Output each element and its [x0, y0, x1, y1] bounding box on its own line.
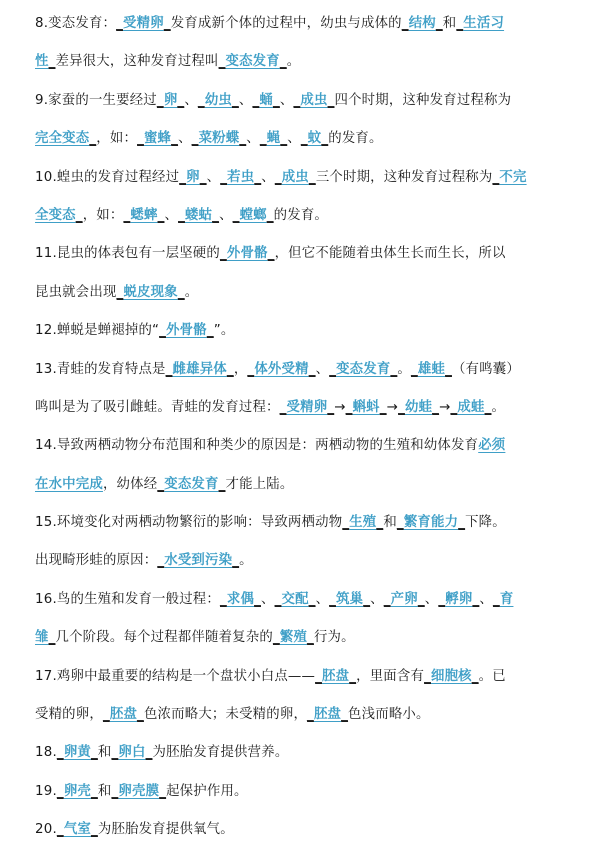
question-text: 。	[397, 361, 411, 377]
blank-underline: _	[327, 92, 335, 108]
question-text: 、	[287, 131, 301, 147]
blank-underline: _	[156, 92, 164, 108]
answer-text: 气室	[63, 822, 91, 838]
blank-underline: _	[254, 591, 261, 607]
text-line	[35, 360, 566, 379]
answer-text: 卵壳膜	[118, 783, 160, 799]
question-text: 和	[97, 783, 112, 799]
blank-underline: _	[232, 553, 240, 569]
answer-text: 生活习	[463, 16, 505, 31]
blank-underline: _	[179, 169, 187, 185]
answer-text: 卵壳	[63, 783, 91, 799]
blank-underline: _	[137, 131, 144, 147]
question-text: 、	[219, 207, 233, 223]
answer-text: 蜜蜂	[143, 131, 172, 147]
answer-text: 幼蛙	[404, 399, 433, 415]
answer-text: 蛹	[259, 92, 273, 108]
question-text: 16.鸟的生殖和发育一般过程：	[35, 591, 220, 607]
blank-underline: _	[232, 92, 239, 108]
blank-underline: _	[307, 630, 314, 646]
blank-underline: _	[220, 169, 228, 185]
blank-underline: _	[266, 207, 274, 223]
question-text: ，如：	[82, 207, 124, 223]
question-text: （有鸣囊）	[451, 361, 520, 377]
question-text: 18.	[35, 745, 57, 761]
answer-text: 成蛙	[457, 399, 485, 415]
answer-text: 求偶	[226, 591, 255, 607]
blank-underline: _	[218, 476, 226, 492]
answer-text: 孵卵	[445, 591, 473, 607]
question-text: 。	[239, 553, 253, 569]
question-text: ，幼体经	[102, 476, 158, 492]
blank-underline: _	[226, 361, 234, 377]
text-line	[35, 590, 566, 609]
blank-underline: _	[435, 16, 443, 31]
question-text: 。	[491, 399, 506, 415]
blank-underline: _	[75, 207, 83, 223]
question-text: 、	[246, 131, 260, 147]
question-text: 12.蝉蜕是蝉褪掉的“	[35, 323, 160, 339]
blank-underline: _	[279, 399, 287, 415]
question-text: 和	[383, 515, 397, 531]
question-text: 、	[315, 591, 330, 607]
question-text: 昆虫就会出现	[35, 284, 117, 300]
question-text: 几个阶段。每个过程都伴随着复杂的	[55, 630, 273, 646]
blank-underline: _	[163, 16, 171, 31]
blank-underline: _	[379, 399, 387, 415]
blank-underline: _	[376, 515, 384, 531]
question-text: 。已	[478, 668, 506, 684]
question-text: 、	[184, 92, 198, 108]
blank-underline: _	[280, 131, 288, 147]
answer-text: 雄蛙	[417, 361, 446, 377]
answer-text: 受精卵	[286, 399, 328, 415]
question-text: 差异很大，这种发育过程叫	[55, 54, 219, 70]
blank-underline: _	[89, 131, 97, 147]
question-text: ”。	[213, 323, 235, 339]
blank-underline: _	[492, 169, 500, 185]
question-text: 、	[206, 169, 221, 185]
question-text: 出现畸形蛙的原因：	[35, 553, 158, 569]
text-line	[35, 782, 566, 801]
blank-underline: _	[492, 591, 500, 607]
blank-underline: _	[218, 54, 226, 70]
blank-underline: _	[345, 399, 353, 415]
text-line	[35, 14, 566, 33]
blank-underline: _	[116, 16, 124, 31]
blank-underline: _	[232, 207, 240, 223]
answer-text: 全变态	[35, 207, 76, 223]
question-text: 10.蝗虫的发育过程经过	[35, 169, 180, 185]
answer-text: 完全变态	[35, 131, 90, 147]
blank-underline: _	[259, 131, 267, 147]
blank-underline: _	[458, 515, 466, 531]
question-text: ，	[233, 361, 248, 377]
answer-text: 筑巢	[336, 591, 364, 607]
blank-underline: _	[91, 745, 98, 761]
question-text: →	[439, 399, 451, 415]
blank-underline: _	[308, 169, 316, 185]
question-text: 和	[442, 16, 457, 31]
blank-underline: _	[424, 668, 431, 684]
blank-underline: _	[254, 169, 262, 185]
answer-text: 卵	[186, 169, 200, 185]
answer-text: 变态发育	[164, 476, 219, 492]
text-line	[35, 705, 566, 724]
blank-underline: _	[342, 515, 350, 531]
text-line	[35, 91, 566, 110]
blank-underline: _	[329, 591, 337, 607]
blank-underline: _	[308, 591, 316, 607]
blank-underline: _	[123, 207, 131, 223]
answer-text: 成虫	[281, 169, 309, 185]
blank-underline: _	[239, 131, 247, 147]
blank-underline: _	[383, 591, 391, 607]
answer-text: 细胞核	[430, 668, 472, 684]
text-line	[35, 168, 566, 187]
question-text: 四个时期，这种发育过程称为	[334, 92, 512, 108]
question-text: 为胚胎发育提供营养。	[152, 745, 289, 761]
blank-underline: _	[91, 822, 98, 838]
question-text: 19.	[35, 783, 57, 799]
answer-text: 生殖	[349, 515, 377, 531]
question-text: 、	[260, 591, 275, 607]
question-text: 、	[479, 591, 493, 607]
blank-underline: _	[48, 54, 56, 70]
answer-text: 若虫	[227, 169, 255, 185]
text-line	[35, 667, 566, 686]
blank-underline: _	[191, 131, 199, 147]
blank-underline: _	[349, 668, 357, 684]
answer-text: 雏	[35, 630, 49, 646]
question-text: 鸣叫是为了吸引雌蛙。青蛙的发育过程：	[35, 399, 280, 415]
blank-underline: _	[274, 169, 282, 185]
blank-underline: _	[137, 707, 144, 723]
blank-underline: _	[272, 630, 280, 646]
answer-text: 性	[35, 54, 49, 70]
question-text: 三个时期，这种发育过程称为	[315, 169, 493, 185]
question-text: →	[334, 399, 346, 415]
blank-underline: _	[329, 361, 337, 377]
blank-underline: _	[456, 16, 464, 31]
blank-underline: _	[438, 591, 446, 607]
blank-underline: _	[410, 361, 418, 377]
answer-text: 卵白	[118, 745, 146, 761]
blank-underline: _	[111, 783, 119, 799]
blank-underline: _	[417, 591, 425, 607]
text-line	[35, 283, 566, 302]
question-text: 9.家蚕的一生要经过	[35, 92, 157, 108]
answer-text: 外骨骼	[226, 246, 268, 262]
answer-text: 胚盘	[313, 707, 342, 723]
answer-text: 蝇	[266, 131, 281, 147]
answer-text: 繁殖	[279, 630, 308, 646]
answer-text: 成虫	[300, 92, 328, 108]
question-text: 17.鸡卵中最重要的结构是一个盘状小白点——	[35, 668, 316, 684]
blank-underline: _	[145, 745, 153, 761]
question-text: 色浅而略小。	[348, 707, 430, 723]
question-text: 、	[178, 131, 192, 147]
question-text: 为胚胎发育提供氧气。	[97, 822, 234, 838]
blank-underline: _	[307, 707, 314, 723]
blank-underline: _	[56, 745, 64, 761]
answer-text: 卵黄	[63, 745, 91, 761]
answer-text: 蜕皮现象	[123, 284, 178, 300]
answer-text: 不完	[499, 169, 527, 185]
answer-text: 幼虫	[204, 92, 232, 108]
blank-underline: _	[279, 54, 287, 70]
blank-underline: _	[206, 323, 214, 339]
text-line	[35, 513, 566, 532]
blank-underline: _	[219, 591, 227, 607]
question-text: 。	[286, 54, 301, 70]
answer-text: 结构	[408, 16, 436, 31]
answer-text: 蚊	[307, 131, 322, 147]
blank-underline: _	[327, 399, 335, 415]
question-text: 14.导致两栖动物分布范围和种类少的原因是：两栖动物的生殖和幼体发育	[35, 438, 479, 454]
question-text: 起保护作用。	[166, 783, 248, 799]
text-line	[35, 551, 566, 570]
blank-underline: _	[293, 92, 301, 108]
blank-underline: _	[363, 591, 371, 607]
question-text: 、	[164, 207, 179, 223]
text-line	[35, 398, 566, 417]
question-text: 发育成新个体的过程中，幼虫与成体的	[170, 16, 402, 31]
blank-underline: _	[91, 783, 98, 799]
blank-underline: _	[401, 16, 409, 31]
blank-underline: _	[116, 284, 124, 300]
answer-text: 卵	[163, 92, 178, 108]
blank-underline: _	[212, 207, 220, 223]
blank-underline: _	[450, 399, 458, 415]
answer-text: 在水中完成	[35, 476, 103, 492]
text-line	[35, 820, 566, 839]
answer-text: 蝌蚪	[352, 399, 380, 415]
blank-underline: _	[177, 284, 185, 300]
answer-text: 变态发育	[225, 54, 280, 70]
answer-text: 胚盘	[109, 707, 138, 723]
answer-text: 繁育能力	[403, 515, 459, 531]
text-line	[35, 628, 566, 647]
answer-text: 蟋蟀	[130, 207, 158, 223]
answer-text: 变态发育	[336, 361, 391, 377]
blank-underline: _	[472, 591, 480, 607]
blank-underline: _	[48, 630, 56, 646]
answer-text: 菜粉蝶	[198, 131, 240, 147]
blank-underline: _	[56, 783, 64, 799]
blank-underline: _	[252, 92, 260, 108]
question-text: 和	[97, 745, 112, 761]
question-text: 13.青蛙的发育特点是	[35, 361, 166, 377]
question-text: 20.	[35, 822, 57, 838]
answer-text: 外骨骼	[166, 323, 207, 339]
question-text: 下降。	[465, 515, 506, 531]
blank-underline: _	[197, 92, 205, 108]
blank-underline: _	[300, 131, 308, 147]
question-text: →	[386, 399, 399, 415]
text-line	[35, 436, 566, 455]
text-line	[35, 244, 566, 263]
answer-text: 产卵	[390, 591, 418, 607]
text-line	[35, 206, 566, 225]
blank-underline: _	[471, 668, 479, 684]
blank-underline: _	[171, 131, 179, 147]
question-text: 、	[424, 591, 439, 607]
blank-underline: _	[398, 399, 405, 415]
blank-underline: _	[274, 591, 282, 607]
question-text: 、	[279, 92, 294, 108]
answer-text: 育	[499, 591, 514, 607]
question-text: 、	[261, 169, 275, 185]
blank-underline: _	[157, 553, 165, 569]
question-text: 的发育。	[273, 207, 329, 223]
answer-text: 必须	[478, 438, 506, 454]
question-text: 的发育。	[328, 131, 383, 147]
blank-underline: _	[157, 476, 165, 492]
answer-text: 体外受精	[254, 361, 309, 377]
question-text: 15.环境变化对两栖动物繁衍的影响：导致两栖动物	[35, 515, 343, 531]
blank-underline: _	[219, 246, 227, 262]
blank-underline: _	[273, 92, 280, 108]
blank-underline: _	[321, 131, 329, 147]
blank-underline: _	[157, 207, 165, 223]
blank-underline: _	[267, 246, 275, 262]
answer-text: 交配	[281, 591, 309, 607]
question-text: 8.变态发育：	[35, 16, 117, 31]
blank-underline: _	[315, 668, 323, 684]
question-text: 。	[184, 284, 199, 300]
text-line	[35, 129, 566, 148]
blank-underline: _	[199, 169, 207, 185]
text-line	[35, 52, 566, 71]
blank-underline: _	[445, 361, 452, 377]
blank-underline: _	[247, 361, 255, 377]
answer-text: 螳螂	[239, 207, 267, 223]
answer-text: 雌雄异体	[172, 361, 227, 377]
text-line	[35, 475, 566, 494]
question-text: 受精的卵，	[35, 707, 103, 723]
question-text: 、	[238, 92, 253, 108]
blank-underline: _	[159, 783, 167, 799]
blank-underline: _	[111, 745, 119, 761]
question-text: 才能上陆。	[225, 476, 294, 492]
blank-underline: _	[484, 399, 492, 415]
blank-underline: _	[177, 92, 185, 108]
question-text: ，如：	[96, 131, 138, 147]
blank-underline: _	[159, 323, 167, 339]
blank-underline: _	[165, 361, 173, 377]
text-line	[35, 321, 566, 340]
blank-underline: _	[341, 707, 349, 723]
answer-text: 受精卵	[123, 16, 164, 31]
blank-underline: _	[56, 822, 64, 838]
blank-underline: _	[390, 361, 398, 377]
text-line	[35, 743, 566, 762]
answer-text: 水受到污染	[164, 553, 233, 569]
question-text: 、	[315, 361, 330, 377]
answer-text: 蝼蛄	[184, 207, 213, 223]
question-text: 11.昆虫的体表包有一层坚硬的	[35, 246, 220, 262]
question-text: 行为。	[313, 630, 355, 646]
blank-underline: _	[178, 207, 185, 223]
blank-underline: _	[308, 361, 316, 377]
question-text: ，但它不能随着虫体生长而生长，所以	[274, 246, 506, 262]
blank-underline: _	[432, 399, 440, 415]
blank-underline: _	[102, 707, 110, 723]
question-text: 、	[370, 591, 384, 607]
answer-text: 胚盘	[322, 668, 350, 684]
question-text: ，里面含有	[356, 668, 425, 684]
blank-underline: _	[396, 515, 404, 531]
question-text: 色浓而略大；未受精的卵，	[143, 707, 308, 723]
